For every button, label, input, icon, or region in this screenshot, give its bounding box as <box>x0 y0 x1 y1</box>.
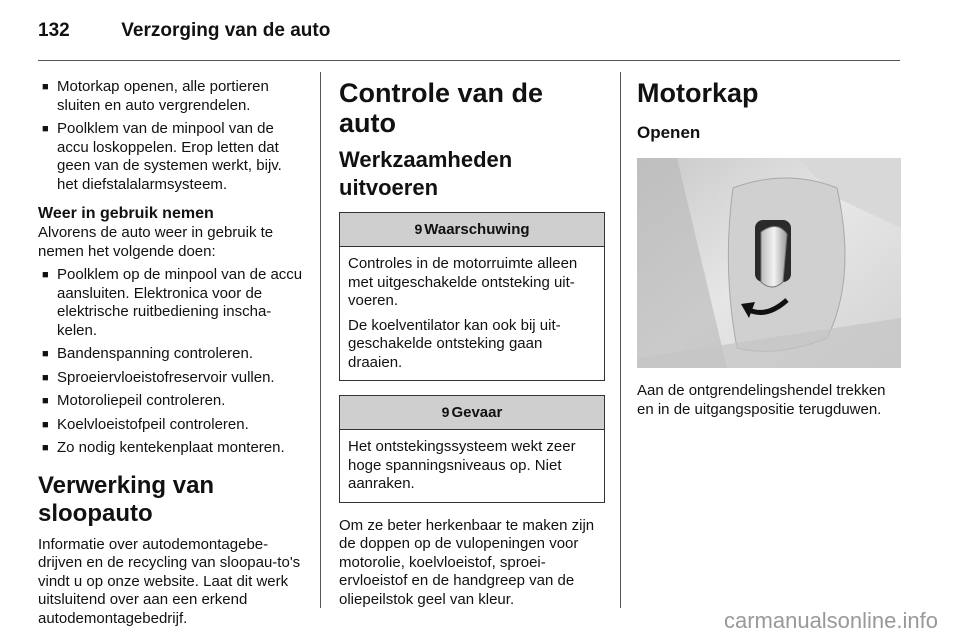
bonnet-release-photo <box>637 158 901 368</box>
danger-paragraph: Het ontstekingssysteem wekt zeer hoge spanningsniveaus op. Niet aanraken. <box>348 438 576 492</box>
list-item: ■ Motoroliepeil controleren. <box>38 392 306 411</box>
section-heading-reuse: Weer in gebruik nemen <box>38 205 214 222</box>
danger-body <box>340 430 604 502</box>
subheading-open: Openen <box>637 123 701 142</box>
section-heading-bonnet: Motorkap <box>637 78 759 108</box>
list-item: ■ Poolklem op de minpool van de accu aansluiten. Elektronica voor de elektrische ruitbediening inscha-kelen. <box>38 266 306 340</box>
watermark: carmanualsonline.info <box>723 608 938 633</box>
list-item: ■ Bandenspanning controleren. <box>38 345 306 364</box>
header-rule <box>38 60 900 61</box>
section-heading-scrap: Verwerking van sloopauto <box>38 471 215 527</box>
page-number: 132 <box>38 20 70 41</box>
column-divider <box>320 72 321 608</box>
list-item: ■ Motorkap openen, alle portieren sluiten en auto vergrendelen. <box>38 78 306 115</box>
list-item: ■ Koelvloeistofpeil controleren. <box>38 416 306 435</box>
column-2 <box>339 78 605 609</box>
scrap-text: Informatie over autodemontagebe-drijven en de recycling van sloopau-to's vindt u op onze website. Laat dit werk uitsluitend over aan een erkend autodemontagebedrijf. <box>38 535 301 627</box>
page-title: Verzorging van de auto <box>121 20 331 41</box>
page-header <box>38 20 330 42</box>
cap-color-note: Om ze beter herkenbaar te maken zijn de doppen op de vulopeningen voor motorolie, koelvloeistof, sproei-ervloeistof en de handgreep van de oliepeilstok geel van kleur. <box>339 516 595 608</box>
list-item: ■ Poolklem van de minpool van de accu loskoppelen. Erop letten dat geen van de systemen werkt, bijv. het diefstalalarmsysteem. <box>38 120 306 194</box>
danger-title <box>340 396 604 430</box>
warning-title <box>340 213 604 247</box>
column-divider <box>620 72 621 608</box>
warning-title-text: Waarschuwing <box>424 221 530 238</box>
list-item: ■ Zo nodig kentekenplaat monteren. <box>38 439 306 458</box>
danger-box <box>339 395 605 503</box>
photo-caption: Aan de ontgrendelingshendel trekken en in de uitgangspositie terugduwen. <box>637 382 886 418</box>
column-1 <box>38 78 306 628</box>
reuse-steps-list <box>38 266 306 458</box>
danger-title-text: Gevaar <box>451 404 503 421</box>
storage-steps-list <box>38 78 306 194</box>
warning-box <box>339 212 605 381</box>
column-3 <box>637 78 903 419</box>
warning-body <box>340 247 604 380</box>
warning-paragraph: Controles in de motorruimte alleen met uitgeschakelde ontsteking uit-voeren. <box>348 255 578 309</box>
section-heading-vehicle-check: Controle van de auto <box>339 78 544 138</box>
subheading-perform-work: Werkzaamheden uitvoeren <box>339 147 513 200</box>
warning-paragraph: De koelventilator kan ook bij uit-geschakelde ontsteking gaan draaien. <box>348 316 561 371</box>
warning-icon: 9 <box>414 221 423 237</box>
reuse-intro: Alvorens de auto weer in gebruik te nemen het volgende doen: <box>38 224 274 260</box>
danger-icon: 9 <box>441 404 450 420</box>
list-item: ■ Sproeiervloeistofreservoir vullen. <box>38 369 306 388</box>
